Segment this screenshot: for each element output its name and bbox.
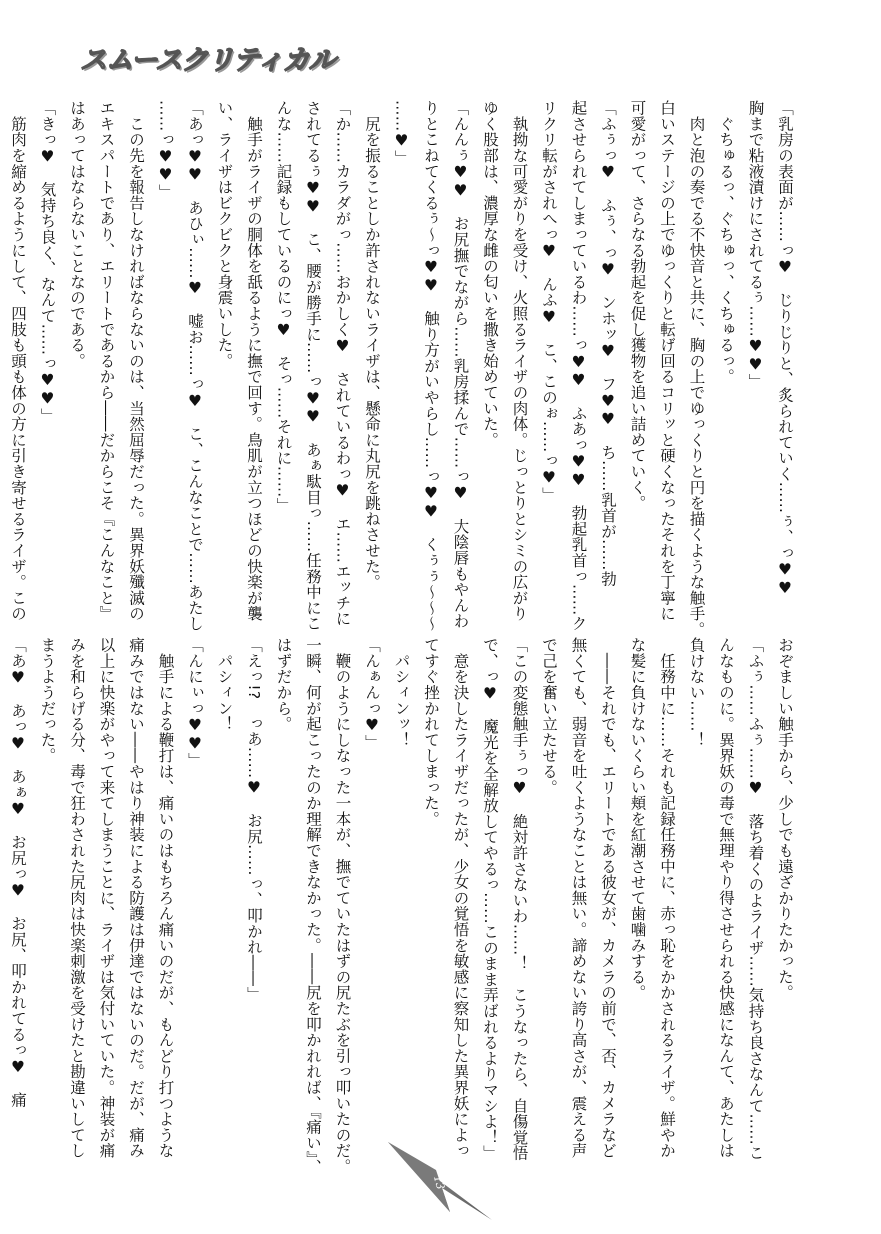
body-text-bottom-block: おぞましい触手から、少しでも遠ざかりたかった。 「ふぅ……ふぅ……♥ 落ち着くのよライザ……気持ち良さなんて……こ んなものに。異界妖の毒で無理やり得させられる快感になんて、あたしは 負けない……！ 任務中に……それも記録任務中に、赤っ恥をかかされるライザ。鮮やか な髪に負けないくらい頬を紅潮させて歯噛みする。 ――それでも、エリートである彼女が、カメラの前で、否、カメラなど 無くても、弱音を吐くようなことは無い。諦めない誇り高さが、震える声 で己を奮い立たせる。 「この変態触手ぅっ♥ 絶対許さないわ……！ こうなったら、自傷覚悟 で、っ♥ 魔光を全解放してやるっ……このまま弄ばれるよりマシよ！」 意を決したライザだったが、少女の覚悟を敏感に察知した異界妖によっ てすぐ挫かれてしまった。 パシィンッ！ 「んぁんっ♥」 鞭のようにしなった一本が、撫でていたはずの尻たぶを引っ叩いたのだ。 一瞬、何が起こったのか理解できなかった。――尻を叩かれれば、『痛い』、 はずだから。 「えっ!? っあ……♥ お尻……っ、叩かれ――」 パシィン！ 「んにぃっ♥♥」 触手による鞭打は、痛いのはもちろん痛いのだが、もんどり打つような 痛みではない――やはり神装による防護は伊達ではないのだ。だが、痛み 以上に快楽がやって来てしまうことに、ライザは気付いていた。神装が痛 みを和らげる分、毒で狂わされた尻肉は快楽刺激を受けたと勘違いしてし まうようだった。 「あ♥ あっ♥ あぁ♥ お尻っ♥ お尻、叩かれてるっ♥ 痛	[9, 637, 794, 1175]
page-number: 13	[430, 1174, 448, 1191]
book-title-header: スムースクリティカル	[80, 45, 335, 76]
body-text-top-block: 「乳房の表面が……っ♥ じりじりと、炙られていく……ぅ、っ♥♥ 胸まで粘液漬けにされてるぅ……♥♥」 ぐちゅるっ、ぐちゅっ、くちゅるっ。 肉と泡の奏でる不快音と共に、胸の上でゆっくりと円を描くような触手。 白いステージの上でゆっくりと転げ回るコリッと硬くなったそれを丁寧に 可愛がって、さらなる勃起を促し獲物を追い詰めていく。 「ふぅっ♥ ふぅ、っ♥ ンホッ♥ フ♥♥ ち……乳首が……勃 起させられてしまっているわ……っ♥♥ ふあっ♥♥ 勃起乳首っ……ク リクリ転がされへっ♥ んふ♥ こ、このぉ……っ♥」 執拗な可愛がりを受け、火照るライザの肉体。じっとりとシミの広がり ゆく股部は、濃厚な雌の匂いを撒き始めていた。 「んんぅ♥♥ お尻撫でながら……乳房揉んで……っ♥ 大陰唇もやんわ りとこねてくるぅ～っ♥♥ 触り方がいやらし……っ♥♥ くぅぅ～～～ ……♥」 尻を振ることしか許されないライザは、懸命に丸尻を跳ねさせた。 「か……カラダがっ……おかしく♥ されているわっ♥ エ……エッチに されてるぅ♥♥ こ、腰が勝手に……っ♥♥ あぁ駄目っ……任務中にこ んな……記録もしているのにっ♥ そっ……それに……」 触手がライザの胴体を舐るように撫で回す。鳥肌が立つほどの快楽が襲 い、ライザはビクビクと身震いした。 「あっ♥♥ あひぃ……♥ 嘘お……っ♥ こ、こんなことで……あたし ……っ♥♥」 この先を報告しなければならないのは、当然屈辱だった。異界妖殲滅の エキスパートであり、エリートであるから――だからこそ『こんなこと』 はあってはならないことなのである。 「きっ♥ 気持ち良く、なんて……っ♥♥」 筋肉を縮めるようにして、四肢も頭も体の方に引き寄せるライザ。この	[9, 100, 794, 638]
page-number-badge	[380, 1140, 500, 1230]
